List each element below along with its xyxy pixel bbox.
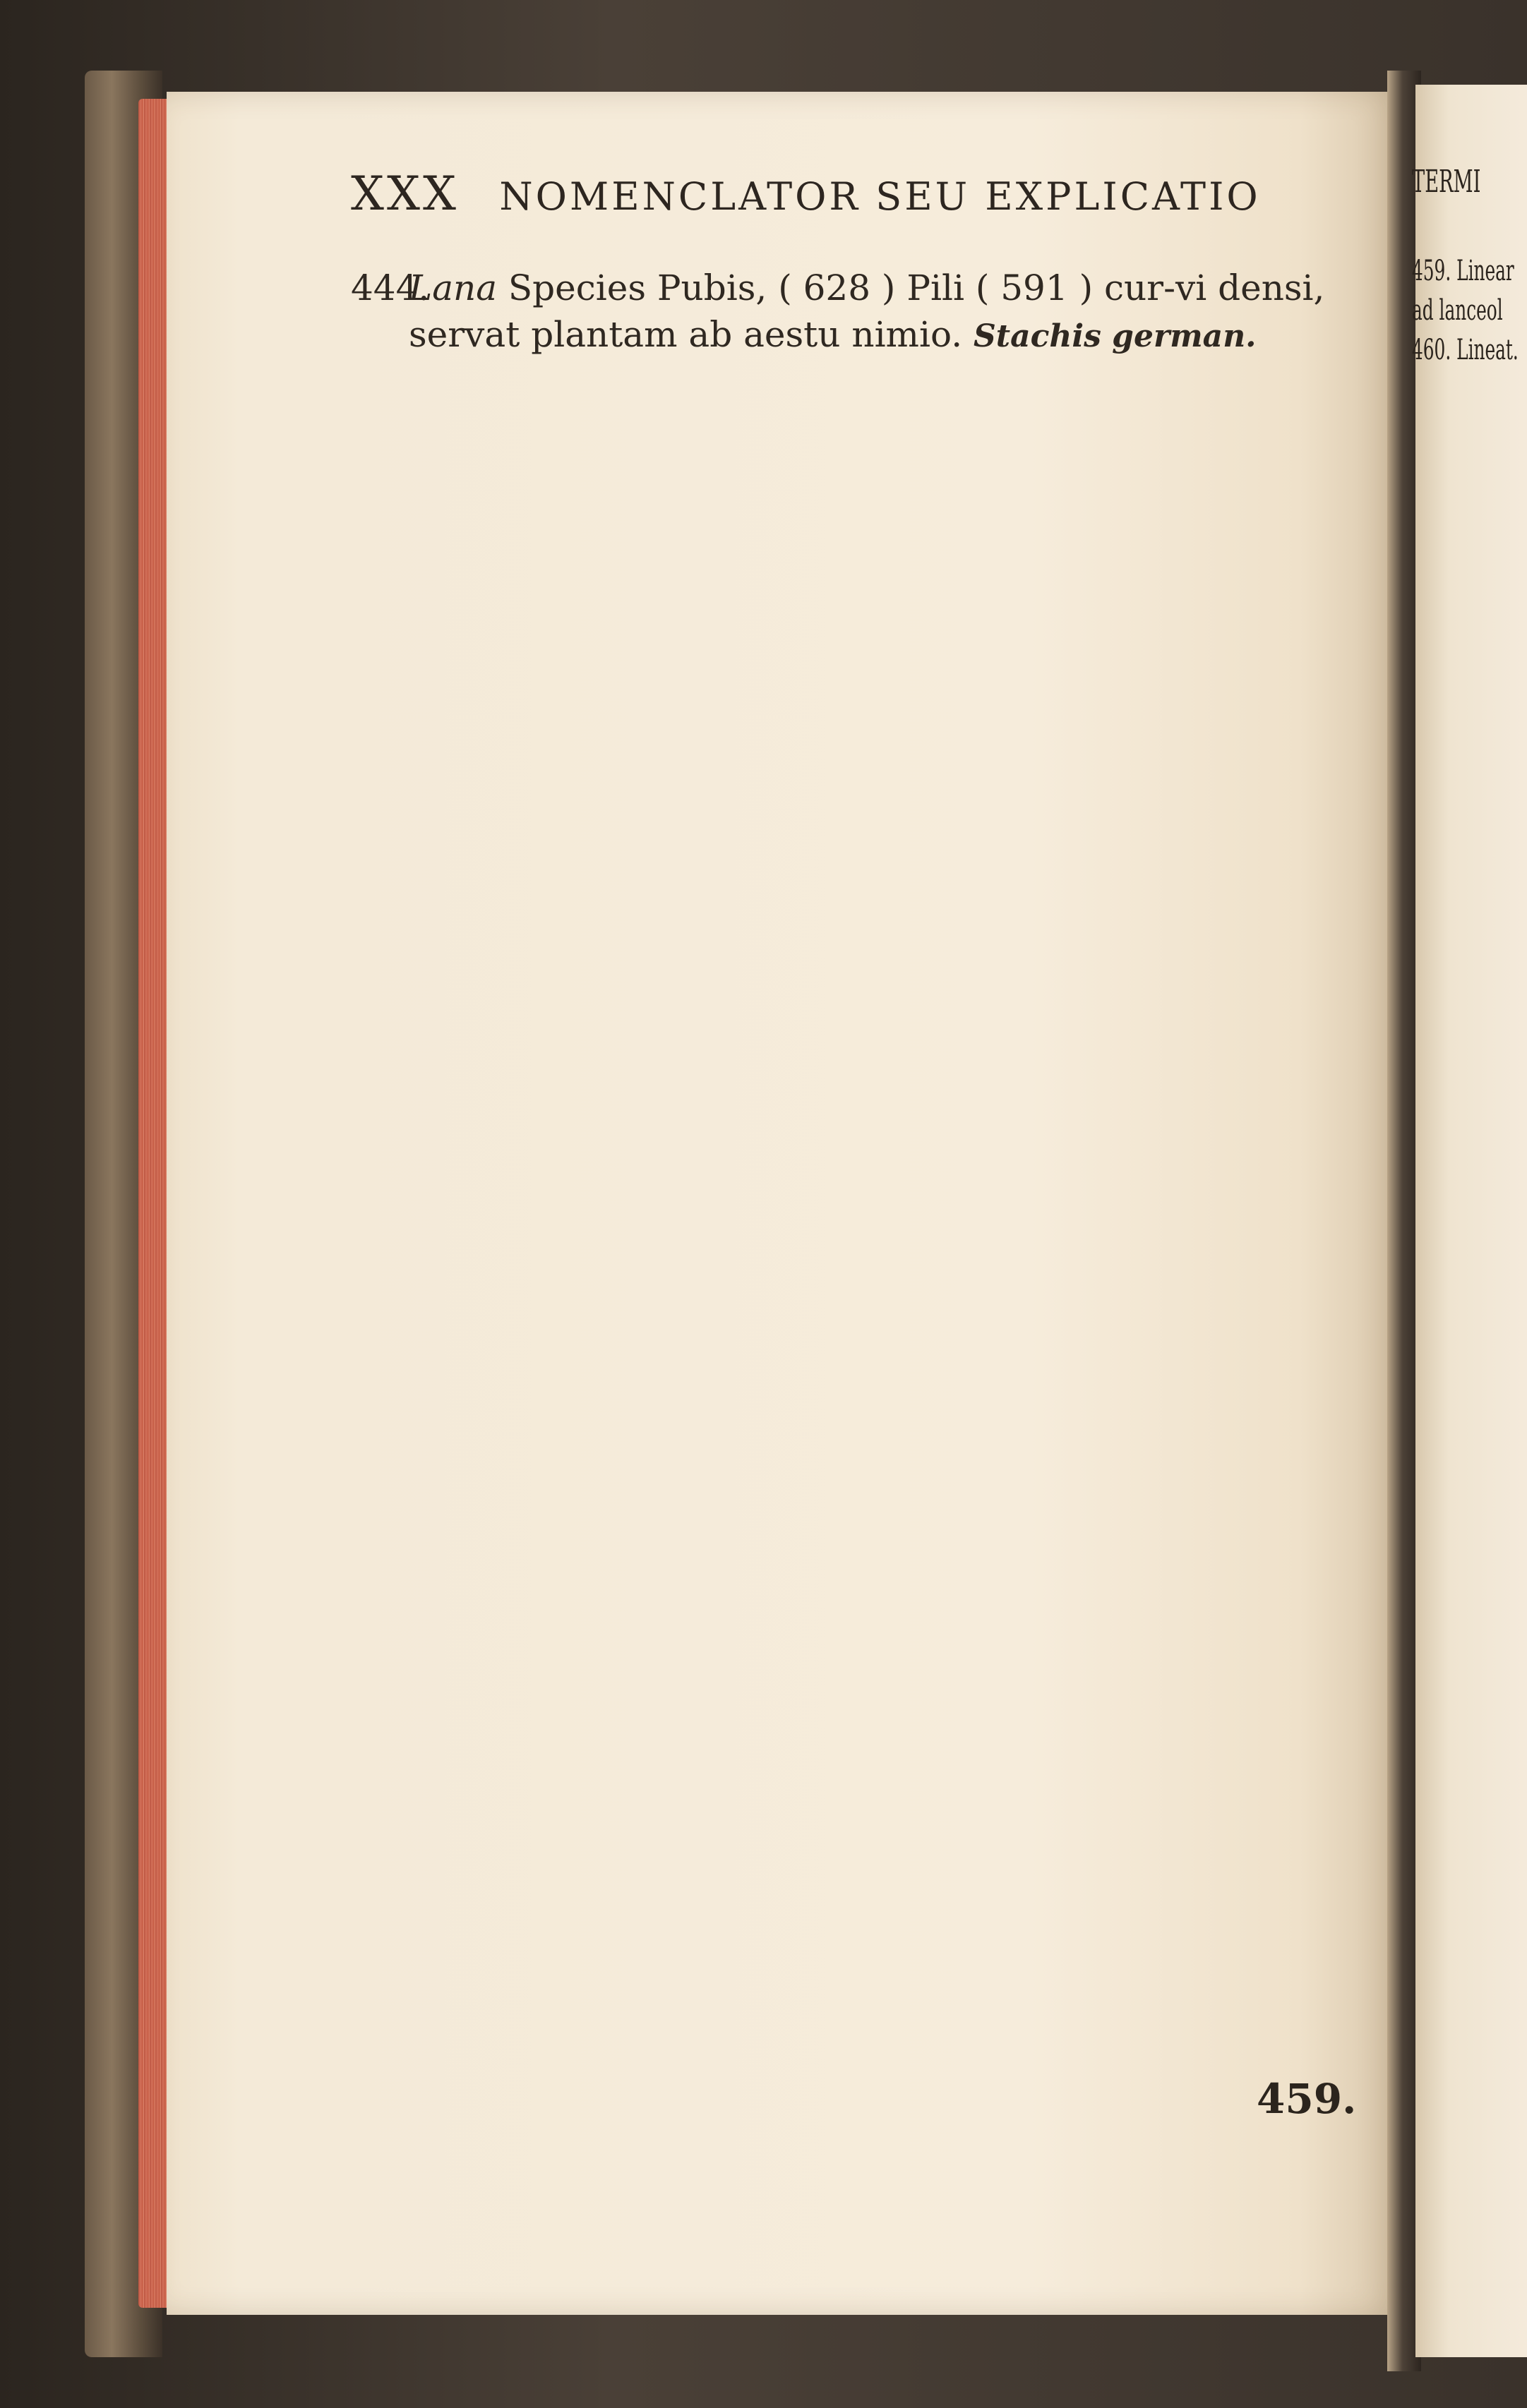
- running-head: [351, 167, 1375, 221]
- entry-number: 444.: [351, 267, 430, 308]
- entry-444: 444. Lana Species Pubis, ( 628 ) Pili ( 591 ) cur-vi densi, servat plantam ab aestu nimio. Stachis german.: [351, 265, 1339, 360]
- facing-page-strip: [1415, 85, 1527, 2357]
- book-page: [167, 92, 1399, 2315]
- facing-page-text: TERMI 459. Linear ad lanceol 460. Lineat.: [1412, 164, 1519, 366]
- facing-page-head: TERMI: [1412, 164, 1481, 200]
- entry-list: [351, 265, 1339, 360]
- page-number: 459.: [1257, 2075, 1357, 2123]
- running-head-title: NOMENCLATOR SEU EXPLICATIO: [499, 174, 1261, 219]
- entry-term: Lana: [409, 267, 498, 308]
- entry-genus: Stachis german.: [973, 318, 1257, 354]
- running-head-numeral: XXX: [351, 167, 459, 221]
